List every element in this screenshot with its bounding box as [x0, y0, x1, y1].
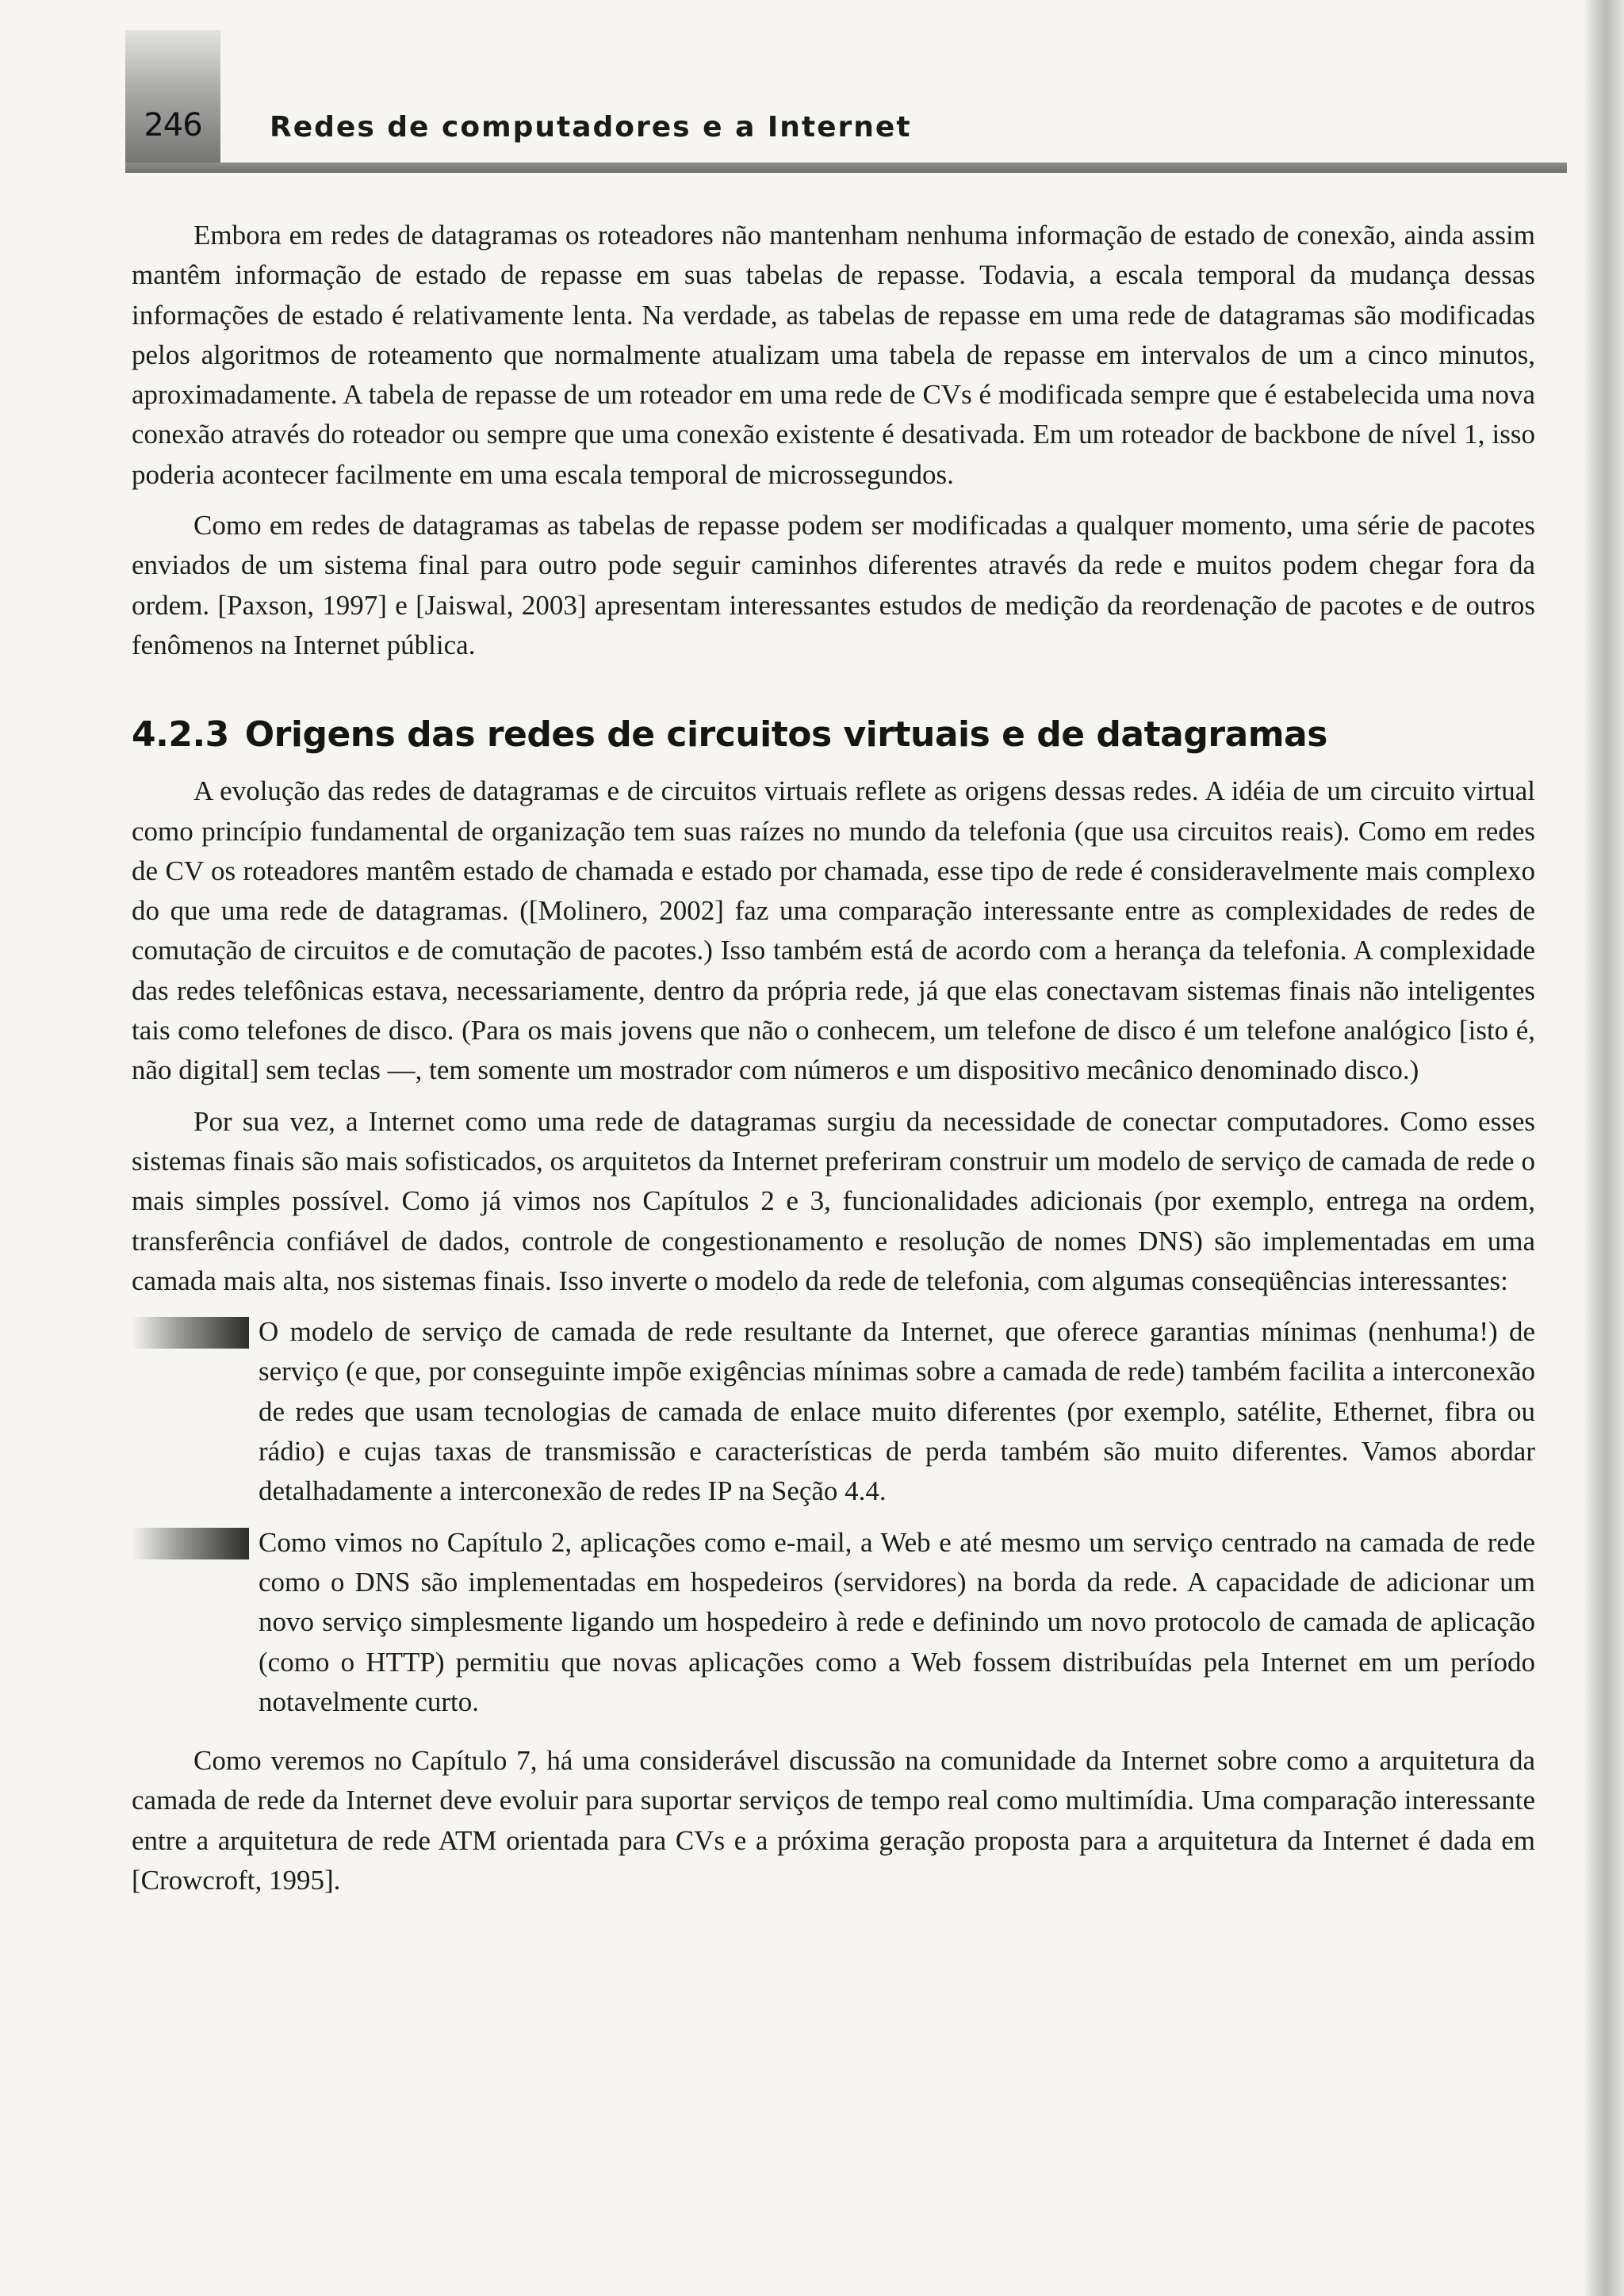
- header-rule: [125, 163, 1567, 173]
- bullet-marker-icon: [132, 1528, 249, 1559]
- paragraph-5: Como veremos no Capítulo 7, há uma considerável discussão na comunidade da Internet sobre como a arquitetura da camada de rede da Internet deve evoluir para suportar serviços de tempo real como multimídia. Uma comparação interessante entre a arquitetura de rede ATM orientada para CVs e a próxima geração proposta para a arquitetura da Internet é dada em [Crowcroft, 1995].: [132, 1745, 1535, 1896]
- section-number: 4.2.3: [132, 714, 229, 756]
- section-title: Origens das redes de circuitos virtuais e de datagramas: [244, 714, 1327, 756]
- section-heading: [132, 711, 1535, 759]
- paragraph-3: A evolução das redes de datagramas e de circuitos virtuais reflete as origens dessas redes. A idéia de um circuito virtual como princípio fundamental de organização tem suas raízes no mundo da telefonia (que usa circuitos reais). Como em redes de CV os roteadores mantêm estado de chamada e estado por chamada, esse tipo de rede é consideravelmente mais complexo do que uma rede de datagramas. ([Molinero, 2002] faz uma comparação interessante entre as complexidades de redes de comutação de circuitos e de comutação de pacotes.) Isso também está de acordo com a herança da telefonia. A complexidade das redes telefônicas estava, necessariamente, dentro da própria rede, já que elas conectavam sistemas finais não inteligentes tais como telefones de disco. (Para os mais jovens que não o conhecem, um telefone de disco é um telefone analógico [isto é, não digital] sem teclas —, tem somente um mostrador com números e um dispositivo mecânico denominado disco.): [132, 775, 1535, 1086]
- page-number-tab: [125, 30, 220, 173]
- list-item: [132, 1523, 1535, 1722]
- page-body: [132, 216, 1535, 1911]
- paragraph-2: Como em redes de datagramas as tabelas de repasse podem ser modificadas a qualquer momento, uma série de pacotes enviados de um sistema final para outro pode seguir caminhos diferentes através da rede e muitos podem chegar fora da ordem. [Paxson, 1997] e [Jaiswal, 2003] apresentam interessantes estudos de medição da reordenação de pacotes e de outros fenômenos na Internet pública.: [132, 510, 1535, 660]
- paragraph-4: Por sua vez, a Internet como uma rede de datagramas surgiu da necessidade de conectar computadores. Como esses sistemas finais são mais sofisticados, os arquitetos da Internet preferiram construir um modelo de serviço de camada de rede o mais simples possível. Como já vimos nos Capítulos 2 e 3, funcionalidades adicionais (por exemplo, entrega na ordem, transferência confiável de dados, controle de congestionamento e resolução de nomes DNS) são implementadas em uma camada mais alta, nos sistemas finais. Isso inverte o modelo da rede de telefonia, com algumas conseqüências interessantes:: [132, 1105, 1535, 1296]
- page-number: 246: [144, 107, 202, 144]
- list-item-text: Como vimos no Capítulo 2, aplicações como e-mail, a Web e até mesmo um serviço centrado na camada de rede como o DNS são implementadas em hospedeiros (servidores) na borda da rede. A capacidade de adicionar um novo serviço simplesmente ligando um hospedeiro à rede e definindo um novo protocolo de camada de aplicação (como o HTTP) permitiu que novas aplicações como a Web fossem distribuídas pela Internet em um período notavelmente curto.: [259, 1526, 1535, 1717]
- bullet-marker-icon: [132, 1317, 249, 1349]
- list-item-text: O modelo de serviço de camada de rede resultante da Internet, que oferece garantias mínimas (nenhuma!) de serviço (e que, por conseguinte impõe exigências mínimas sobre a camada de rede) também facilita a interconexão de redes que usam tecnologias de camada de enlace muito diferentes (por exemplo, satélite, Ethernet, fibra ou rádio) e cujas taxas de transmissão e características de perda também são muito diferentes. Vamos abordar detalhadamente a interconexão de redes IP na Seção 4.4.: [259, 1316, 1535, 1507]
- list-item: [132, 1312, 1535, 1511]
- running-title: Redes de computadores e a Internet: [270, 111, 912, 144]
- paragraph-1: Embora em redes de datagramas os roteadores não mantenham nenhuma informação de estado de conexão, ainda assim mantêm informação de estado de repasse em suas tabelas de repasse. Todavia, a escala temporal da mudança dessas informações de estado é relativamente lenta. Na verdade, as tabelas de repasse em uma rede de datagramas são modificadas pelos algoritmos de roteamento que normalmente atualizam uma tabela de repasse em intervalos de um a cinco minutos, aproximadamente. A tabela de repasse de um roteador em uma rede de CVs é modificada sempre que é estabelecida uma nova conexão através do roteador ou sempre que uma conexão existente é desativada. Em um roteador de backbone de nível 1, isso poderia acontecer facilmente em uma escala temporal de microssegundos.: [132, 220, 1535, 490]
- scan-binding-edge: [1583, 0, 1624, 2296]
